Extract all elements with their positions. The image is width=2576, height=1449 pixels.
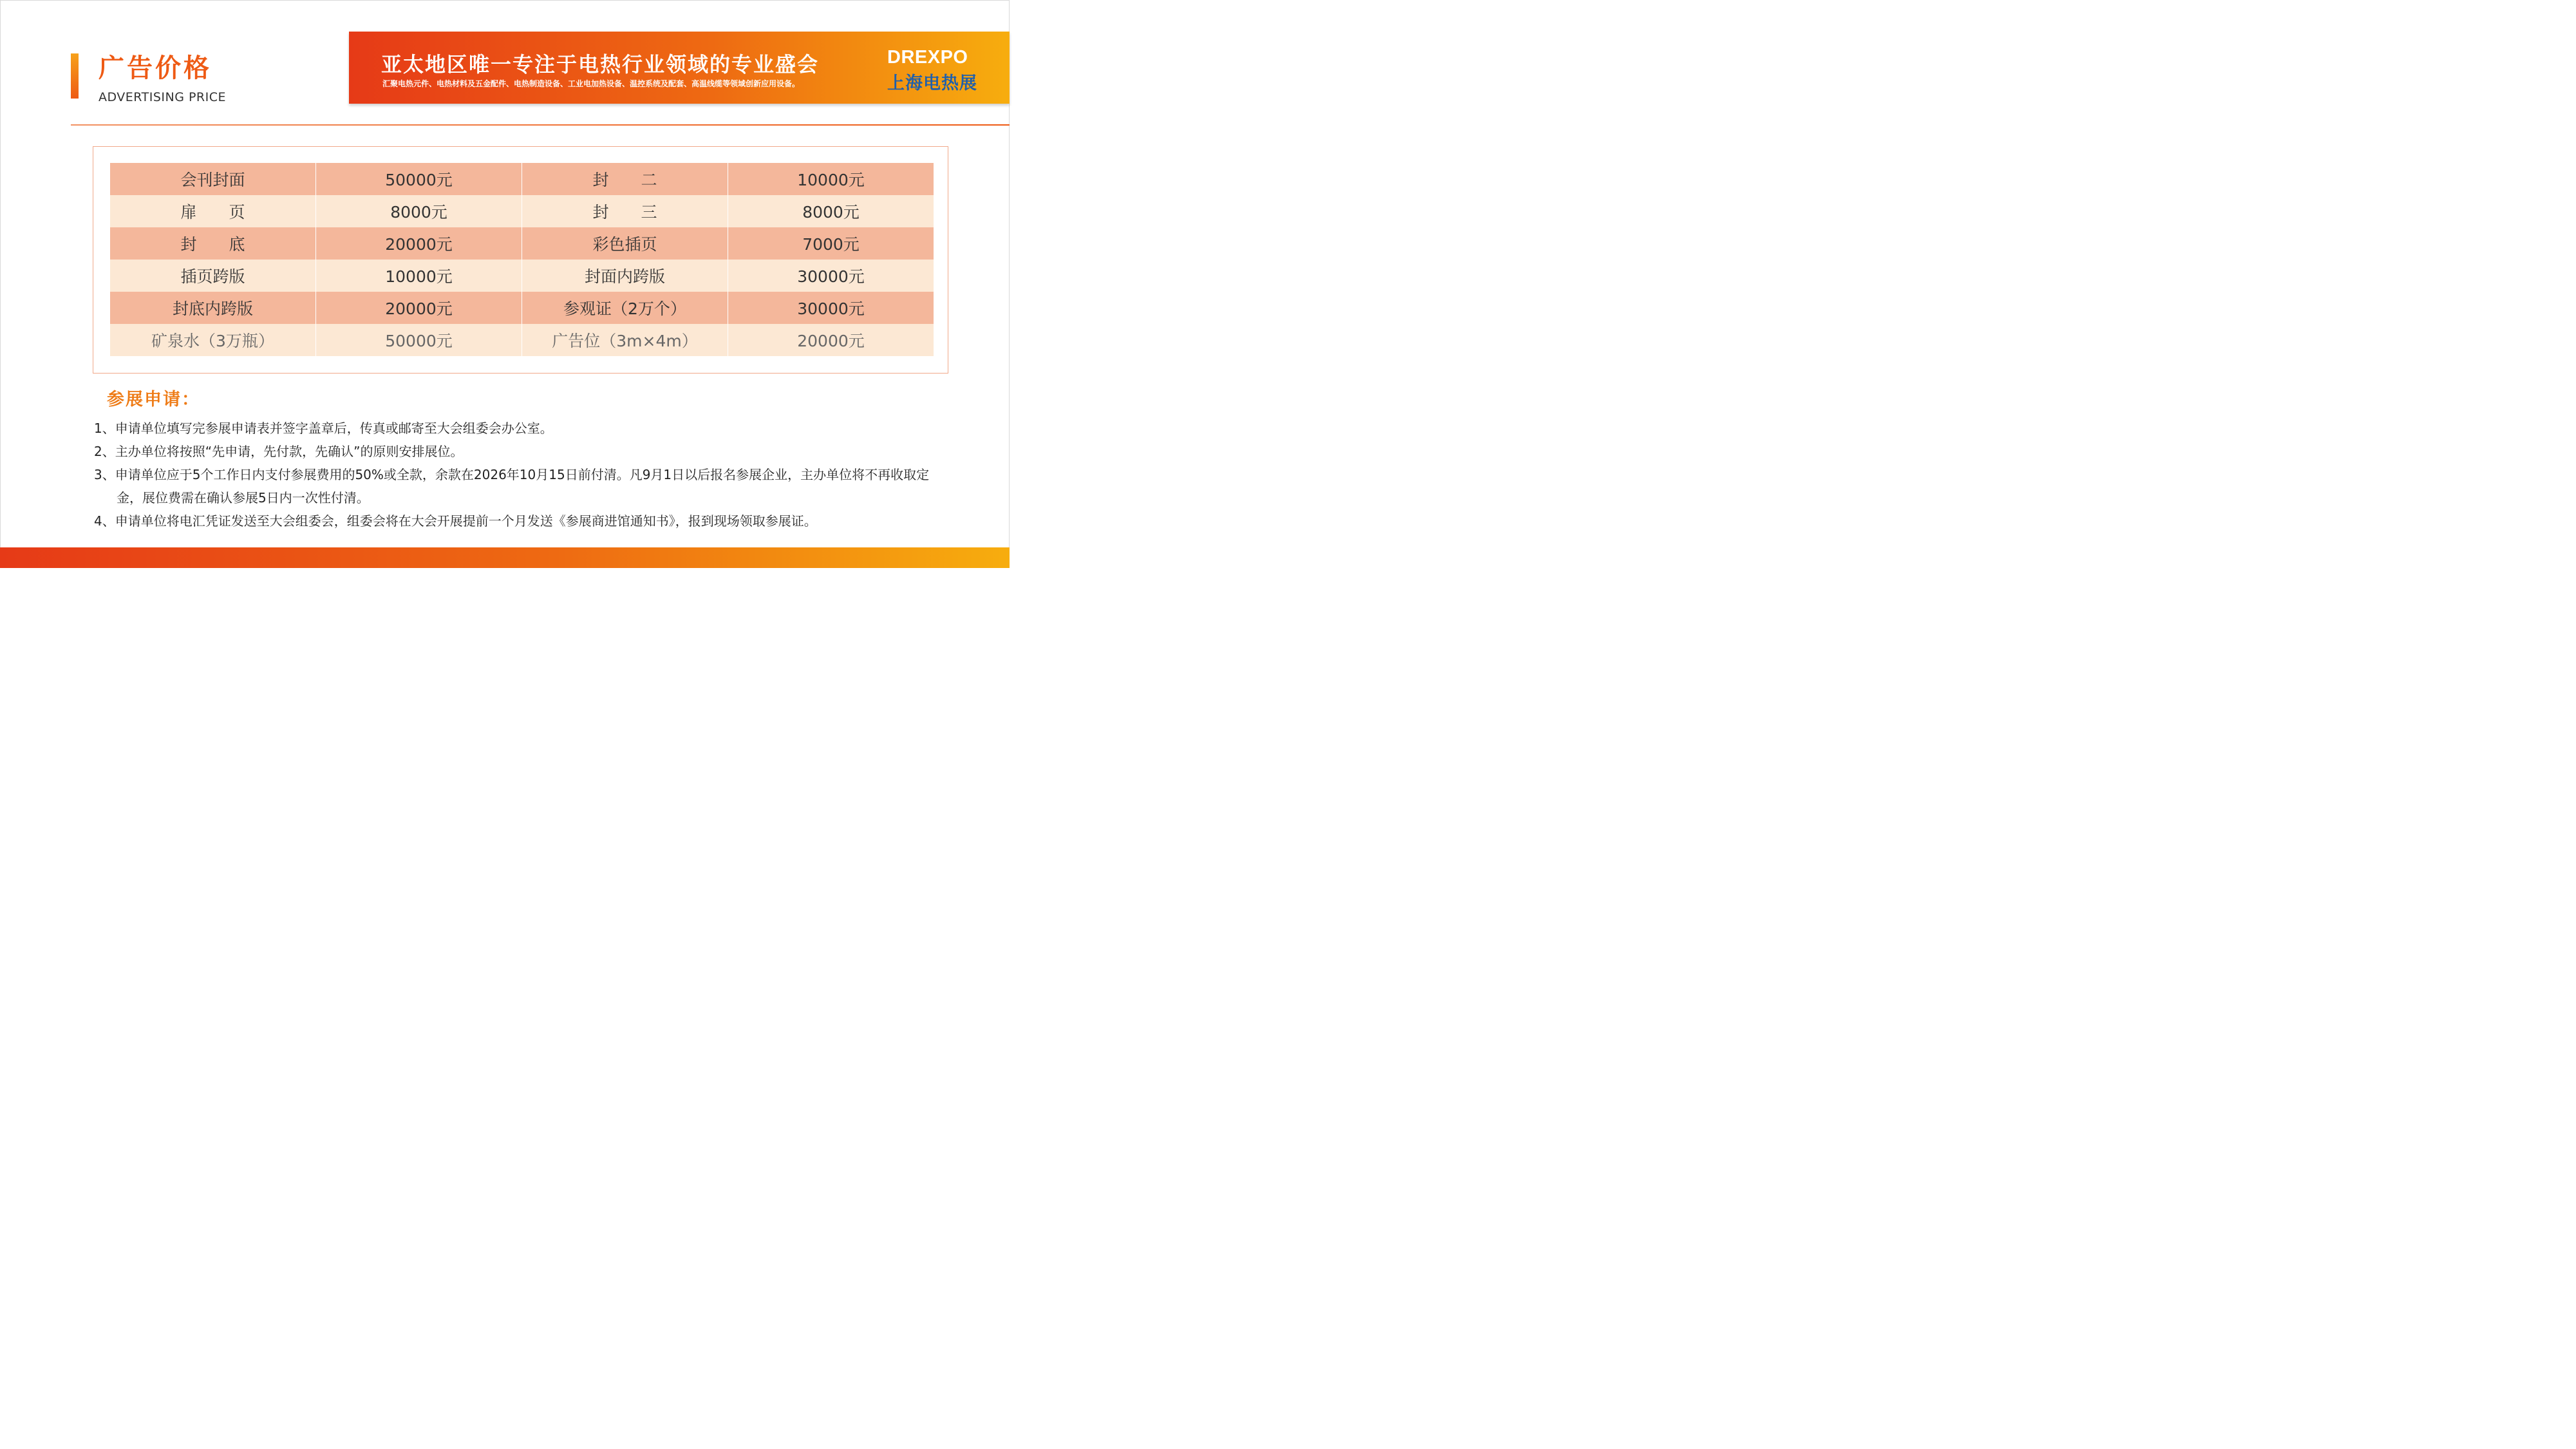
table-cell-price: 30000元 [728,292,934,324]
table-cell-price: 8000元 [728,195,934,227]
table-cell-item: 扉 页 [110,195,316,227]
table-cell-price: 30000元 [728,260,934,292]
table-cell-item: 封 底 [110,227,316,260]
title-accent-bar [71,53,79,99]
table-cell-price: 20000元 [316,292,522,324]
price-table [110,163,934,356]
table-row [110,195,934,227]
apply-notes [94,417,950,533]
table-cell-price: 50000元 [316,163,522,195]
table-cell-price: 20000元 [316,227,522,260]
header-banner [349,32,1010,104]
apply-section-title: 参展申请： [107,390,200,410]
table-row [110,292,934,324]
table-row [110,227,934,260]
table-cell-item: 彩色插页 [522,227,728,260]
table-cell-price: 7000元 [728,227,934,260]
banner-headline: 亚太地区唯一专注于电热行业领域的专业盛会 [381,52,820,77]
header-divider [71,124,1010,126]
table-cell-item: 封底内跨版 [110,292,316,324]
apply-note-item: 4、申请单位将电汇凭证发送至大会组委会，组委会将在大会开展提前一个月发送《参展商进馆通知书》，报到现场领取参展证。 [94,513,817,529]
drexpo-logo-cn: 上海电热展 [887,73,977,93]
page-subtitle: ADVERTISING PRICE [99,90,226,104]
apply-note-item: 3、申请单位应于5个工作日内支付参展费用的50%或全款，余款在2026年10月15日前付清。凡9月1日以后报名参展企业，主办单位将不再收取定金，展位费需在确认参展5日内一次性付清。 [94,467,930,506]
table-row [110,163,934,195]
table-cell-item: 封面内跨版 [522,260,728,292]
table-cell-price: 10000元 [316,260,522,292]
drexpo-logo-text: DREXPO [887,47,968,68]
page-title: 广告价格 [99,53,212,83]
table-cell-price: 10000元 [728,163,934,195]
table-cell-item: 广告位（3m×4m） [522,324,728,356]
table-cell-item: 插页跨版 [110,260,316,292]
table-cell-item: 封 三 [522,195,728,227]
apply-note-item: 2、主办单位将按照“先申请，先付款，先确认”的原则安排展位。 [94,444,464,459]
table-cell-item: 参观证（2万个） [522,292,728,324]
table-cell-price: 50000元 [316,324,522,356]
table-row [110,324,934,356]
table-cell-price: 20000元 [728,324,934,356]
table-cell-price: 8000元 [316,195,522,227]
footer-bar [0,547,1010,568]
table-cell-item: 矿泉水（3万瓶） [110,324,316,356]
apply-note-item: 1、申请单位填写完参展申请表并签字盖章后，传真或邮寄至大会组委会办公室。 [94,421,553,436]
banner-subline: 汇聚电热元件、电热材料及五金配件、电热制造设备、工业电加热设备、温控系统及配套、高温线缆等领域创新应用设备。 [382,79,800,88]
table-cell-item: 封 二 [522,163,728,195]
table-row [110,260,934,292]
table-cell-item: 会刊封面 [110,163,316,195]
